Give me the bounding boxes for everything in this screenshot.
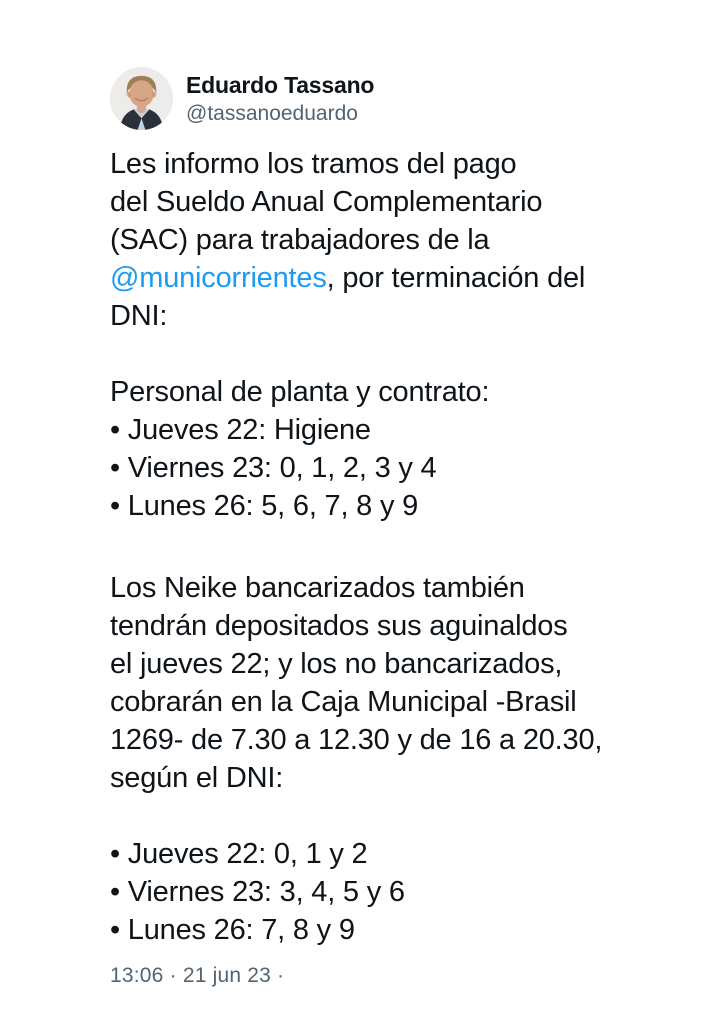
schedule-item: • Lunes 26: 5, 6, 7, 8 y 9 <box>110 490 419 522</box>
avatar-image <box>110 67 173 130</box>
schedule-item: • Lunes 26: 7, 8 y 9 <box>110 914 355 946</box>
tweet-paragraph-intro <box>110 145 610 335</box>
schedule-item: • Jueves 22: Higiene <box>110 414 371 446</box>
avatar[interactable] <box>110 67 173 130</box>
tweet-text-line: del Sueldo Anual Complementario <box>110 186 543 218</box>
tweet-container <box>110 67 610 989</box>
tweet-text-line: Los Neike bancarizados también <box>110 572 525 604</box>
author-handle[interactable]: @tassanoeduardo <box>186 101 358 125</box>
author-name[interactable]: Eduardo Tassano <box>186 71 375 98</box>
tweet-paragraph-schedule-2 <box>110 835 610 949</box>
tweet-text-line: Les informo los tramos del pago <box>110 148 517 180</box>
tweet-header <box>110 67 610 130</box>
tweet-text-line: DNI: <box>110 300 168 332</box>
timestamp: 13:06 · 21 jun 23 · <box>110 964 285 987</box>
tweet-text-line: según el DNI: <box>110 762 284 794</box>
schedule-item: • Viernes 23: 0, 1, 2, 3 y 4 <box>110 452 437 484</box>
schedule-item: • Viernes 23: 3, 4, 5 y 6 <box>110 876 405 908</box>
tweet-text-line: (SAC) para trabajadores de la <box>110 224 490 256</box>
mention-link[interactable]: @municorrientes <box>110 262 327 294</box>
tweet-text <box>110 145 610 949</box>
tweet-text-line: cobrarán en la Caja Municipal -Brasil <box>110 686 577 718</box>
schedule-title: Personal de planta y contrato: <box>110 376 490 408</box>
tweet-paragraph-schedule-1 <box>110 373 610 525</box>
schedule-item: • Jueves 22: 0, 1 y 2 <box>110 838 368 870</box>
tweet-text-line: el jueves 22; y los no bancarizados, <box>110 648 563 680</box>
tweet-text-segment: , por terminación del <box>326 262 586 294</box>
tweet-text-line: 1269- de 7.30 a 12.30 y de 16 a 20.30, <box>110 724 603 756</box>
tweet-text-line: tendrán depositados sus aguinaldos <box>110 610 568 642</box>
author-block <box>186 71 374 127</box>
tweet-paragraph-neike <box>110 569 610 797</box>
tweet-text-line <box>110 259 610 297</box>
